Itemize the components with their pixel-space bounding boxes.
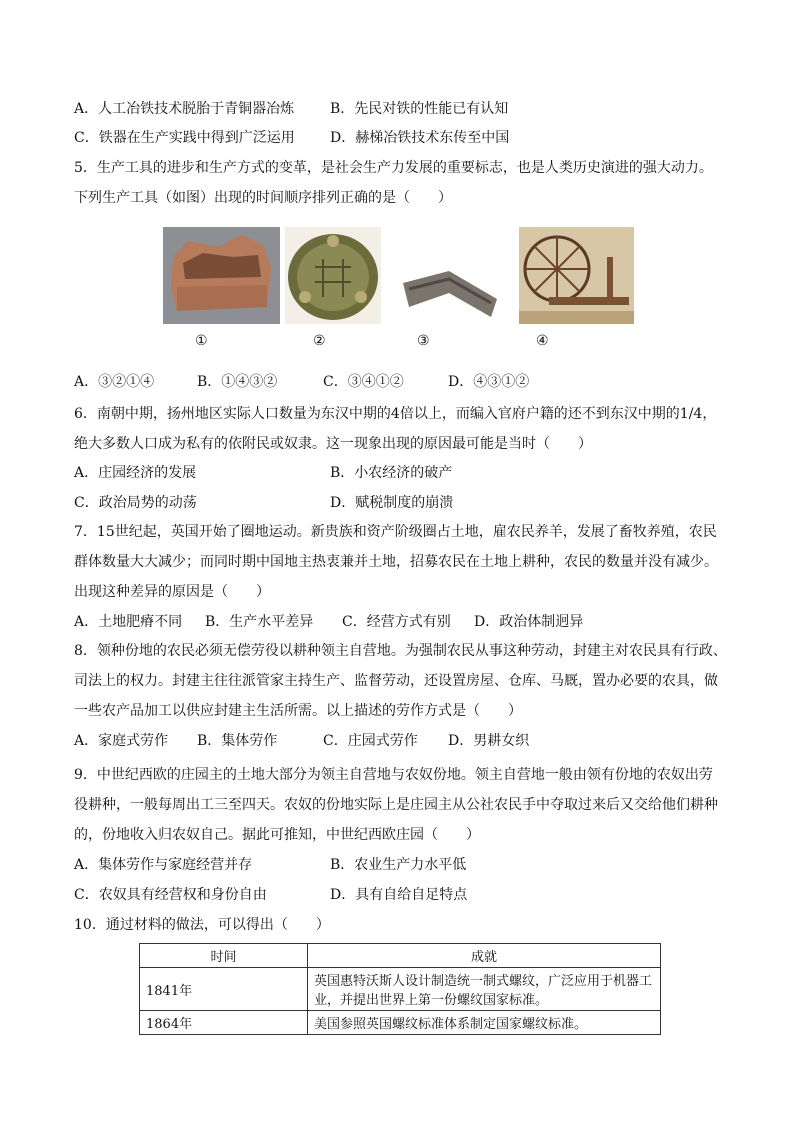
q4-option-b: B．先民对铁的性能已有认知 xyxy=(330,101,509,117)
q7-stem-line3: 出现这种差异的原因是（ ） xyxy=(74,584,270,600)
table-cell-time: 1841年 xyxy=(140,968,308,1011)
tool-image-2 xyxy=(285,227,381,324)
tool-image-1 xyxy=(163,227,280,324)
q7-stem-line1: 7．15世纪起，英国开始了圈地运动。新贵族和资产阶级圈占土地，雇农民养羊，发展了畜牧养殖，农民 xyxy=(74,524,717,540)
q6-stem-line1: 6．南朝中期，扬州地区实际人口数量为东汉中期的4倍以上，而编入官府户籍的还不到东汉中期的1/4， xyxy=(74,406,717,422)
table-cell-time: 1864年 xyxy=(140,1011,308,1035)
q6-option-d: D．赋税制度的崩溃 xyxy=(330,495,454,511)
q8-option-a: A．家庭式劳作 xyxy=(74,733,169,749)
q8-stem-line3: 一些农产品加工以供应封建主生活所需。以上描述的劳作方式是（ ） xyxy=(74,703,522,719)
table-cell-achievement: 英国惠特沃斯人设计制造统一制式螺纹，广泛应用于机器工业，并提出世界上第一份螺纹国家标准。 xyxy=(308,968,661,1011)
table-row xyxy=(140,1011,661,1035)
image-label-4: ④ xyxy=(536,333,549,349)
q8-stem-line1: 8．领种份地的农民必须无偿劳役以耕种领主自营地。为强制农民从事这种劳动，封建主对农民具有行政、 xyxy=(74,643,727,659)
q9-stem-line2: 役耕种，一般每周出工三至四天。农奴的份地实际上是庄园主从公社农民手中夺取过来后又交给他们耕种 xyxy=(74,797,718,813)
q8-stem-line2: 司法上的权力。封建主往往派管家主持生产、监督劳动，还设置房屋、仓库、马厩，置办必要的农具，做 xyxy=(74,673,718,689)
q9-stem-line3: 的，份地收入归农奴自己。据此可推知，中世纪西欧庄园（ ） xyxy=(74,827,480,843)
q8-option-d: D．男耕女织 xyxy=(448,733,530,749)
q4-option-c: C．铁器在生产实践中得到广泛运用 xyxy=(74,130,295,146)
q7-option-c: C．经营方式有别 xyxy=(342,614,451,630)
q10-stem: 10．通过材料的做法，可以得出（ ） xyxy=(74,917,330,933)
q7-stem-line2: 群体数量大大减少；而同时期中国地主热衷兼并土地，招募农民在土地上耕种，农民的数量并没有减少。 xyxy=(74,554,718,570)
q4-option-d: D．赫梯冶铁技术东传至中国 xyxy=(330,130,510,146)
q5-option-d: D．④③①② xyxy=(448,374,530,390)
image-label-1: ① xyxy=(195,333,208,349)
q6-option-b: B．小农经济的破产 xyxy=(330,465,453,481)
q5-option-a: A．③②①④ xyxy=(74,374,155,390)
q7-option-b: B．生产水平差异 xyxy=(205,614,314,630)
q6-option-c: C．政治局势的动荡 xyxy=(74,495,197,511)
q6-option-a: A．庄园经济的发展 xyxy=(74,465,197,481)
q5-option-b: B．①④③② xyxy=(197,374,278,390)
table-cell-achievement: 美国参照英国螺纹标准体系制定国家螺纹标准。 xyxy=(308,1011,661,1035)
tool-image-3 xyxy=(399,227,500,324)
q6-stem-line2: 绝大多数人口成为私有的依附民或奴隶。这一现象出现的原因最可能是当时（ ） xyxy=(74,436,592,452)
q9-option-d: D．具有自给自足特点 xyxy=(330,887,468,903)
q8-option-b: B．集体劳作 xyxy=(197,733,278,749)
q7-option-a: A．土地肥瘠不同 xyxy=(74,614,183,630)
q9-option-c: C．农奴具有经营权和身份自由 xyxy=(74,887,267,903)
image-label-2: ② xyxy=(313,333,326,349)
q5-stem-line2: 下列生产工具（如图）出现的时间顺序排列正确的是（ ） xyxy=(74,190,452,206)
q8-option-c: C．庄园式劳作 xyxy=(323,733,418,749)
q10-table xyxy=(139,943,661,1035)
q9-option-a: A．集体劳作与家庭经营并存 xyxy=(74,857,253,873)
image-label-3: ③ xyxy=(417,333,430,349)
q9-stem-line1: 9．中世纪西欧的庄园主的土地大部分为领主自营地与农奴份地。领主自营地一般由领有份地的农奴出劳 xyxy=(74,767,713,783)
table-header-row xyxy=(140,944,661,968)
table-header-achievement: 成就 xyxy=(308,944,661,968)
q5-stem-line1: 5．生产工具的进步和生产方式的变革，是社会生产力发展的重要标志，也是人类历史演进的强大动力。 xyxy=(74,160,713,176)
tool-image-4 xyxy=(519,227,634,324)
q7-option-d: D．政治体制迥异 xyxy=(474,614,584,630)
table-row xyxy=(140,968,661,1011)
q4-option-a: A．人工冶铁技术脱胎于青铜器冶炼 xyxy=(74,101,295,117)
q5-option-c: C．③④①② xyxy=(323,374,404,390)
q9-option-b: B．农业生产力水平低 xyxy=(330,857,467,873)
table-header-time: 时间 xyxy=(140,944,308,968)
